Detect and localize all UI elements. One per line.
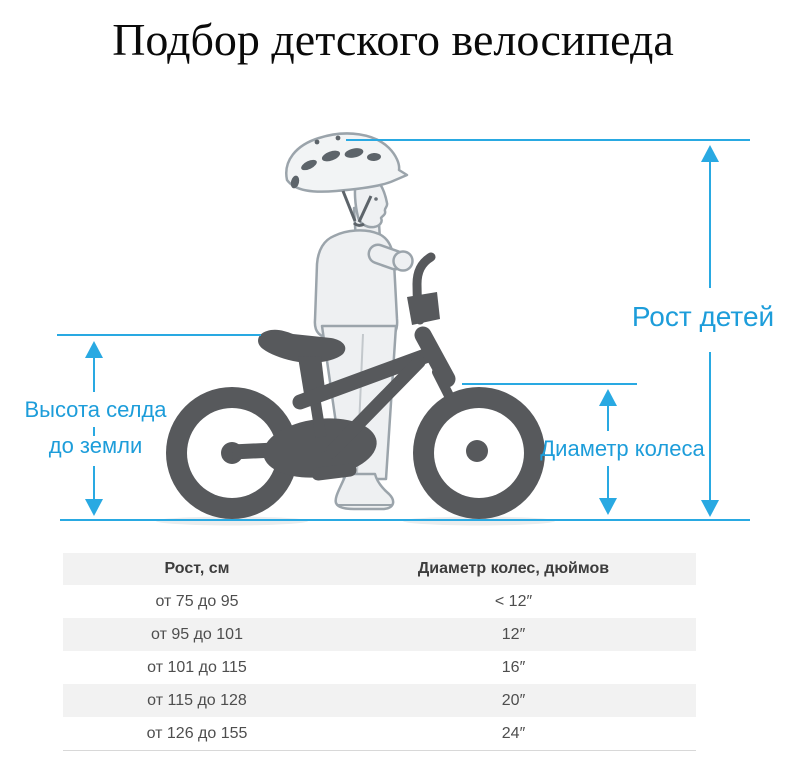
wheel-size-cell: 24″ [501,724,526,742]
child-height-label: Рост детей [631,301,775,332]
up-arrow-icon [85,341,103,358]
helmet [286,133,407,191]
wheel-size-cell: 16″ [501,658,526,676]
header-cell-height: Рост, см [164,560,230,577]
height-range-cell: от 75 до 95 [155,592,239,610]
front-wheel [413,387,545,519]
front-hub [466,440,488,462]
child-hand [394,252,413,271]
wheel-diameter-label: Диаметр колеса [540,436,705,461]
saddle-height-label-line-2: до земли [48,433,143,458]
table-row [63,651,696,684]
header-cell-wheel: Диаметр колес, дюймов [417,560,610,577]
page-title: Подбор детского велосипеда [112,14,674,65]
up-arrow-icon [701,145,719,162]
stem [407,292,440,325]
down-arrow-icon [701,500,719,517]
table-row [63,684,696,717]
wheel-size-cell: 12″ [501,625,526,643]
wheel-size-cell: 20″ [501,691,526,709]
table-header-row [63,553,696,585]
height-range-cell: от 126 до 155 [146,724,248,742]
table-row [63,585,696,618]
up-arrow-icon [599,389,617,406]
height-range-cell: от 95 до 101 [151,625,243,643]
size-table [63,553,696,751]
wheel-size-cell: < 12″ [494,592,533,610]
child-eye [374,197,378,201]
saddle-height-label-line-1: Высота селда [24,397,167,422]
table-row [63,618,696,651]
down-arrow-icon [599,498,617,515]
table-row [63,717,696,750]
saddle-height-label [8,392,183,464]
height-range-cell: от 101 до 115 [147,658,247,676]
height-range-cell: от 115 до 128 [147,691,247,709]
pedal [318,470,350,474]
down-arrow-icon [85,499,103,516]
